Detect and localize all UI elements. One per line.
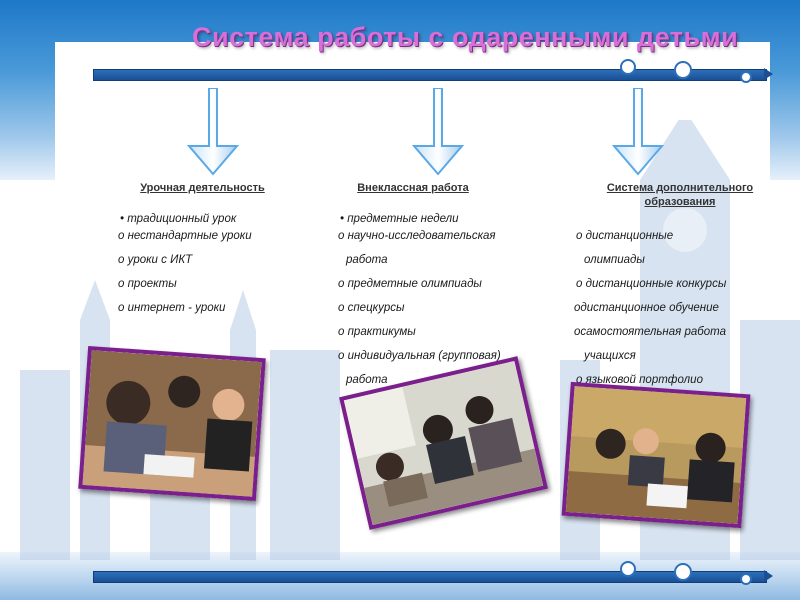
list-item: учащихся xyxy=(584,350,636,362)
down-arrow-icon xyxy=(185,88,241,176)
list-item: oдистанционное обучение xyxy=(574,302,719,314)
top-bar-dot-3 xyxy=(740,71,752,83)
bottom-bar-dot-2 xyxy=(674,563,692,581)
list-item: o дистанционные конкурсы xyxy=(576,278,727,290)
list-item: • традиционный урок xyxy=(120,213,237,225)
list-item: работа xyxy=(346,374,388,386)
bottom-divider-bar xyxy=(93,571,767,583)
bottom-bar-dot-3 xyxy=(740,573,752,585)
column-heading-line: Система дополнительного xyxy=(606,182,754,194)
top-divider-bar xyxy=(93,69,767,81)
list-item: работа xyxy=(346,254,388,266)
page-title: Система работы с одаренными детьми xyxy=(192,22,739,52)
list-item: o научно-исследовательская xyxy=(338,230,496,242)
list-item: олимпиады xyxy=(584,254,645,266)
bottom-bar-cap xyxy=(764,570,773,582)
column-heading-lessons: Урочная деятельность xyxy=(140,182,265,194)
list-item: o предметные олимпиады xyxy=(338,278,482,290)
column-heading-extracurricular: Внеклассная работа xyxy=(357,182,469,194)
bottom-bar-dot-1 xyxy=(620,561,636,577)
list-item: o проекты xyxy=(118,278,177,290)
classroom-photo xyxy=(562,382,751,528)
column-heading-additional-education xyxy=(585,181,775,209)
classroom-photo xyxy=(78,346,266,501)
down-arrow-icon xyxy=(410,88,466,176)
list-item: o дистанционные xyxy=(576,230,674,242)
down-arrow-icon xyxy=(610,88,666,176)
column-heading-line: образования xyxy=(644,196,716,208)
list-item: o спецкурсы xyxy=(338,302,405,314)
list-item: o практикумы xyxy=(338,326,416,338)
list-item: o интернет - уроки xyxy=(118,302,226,314)
top-bar-dot-2 xyxy=(674,61,692,79)
list-item: o языковой портфолио xyxy=(576,374,703,386)
list-item: • предметные недели xyxy=(340,213,459,225)
list-item: o нестандартные уроки xyxy=(118,230,252,242)
list-item: o уроки с ИКТ xyxy=(118,254,193,266)
list-item: o индивидуальная (групповая) xyxy=(338,350,501,362)
list-item: oсамостоятельная работа xyxy=(574,326,726,338)
top-bar-dot-1 xyxy=(620,59,636,75)
top-bar-cap xyxy=(764,68,773,80)
